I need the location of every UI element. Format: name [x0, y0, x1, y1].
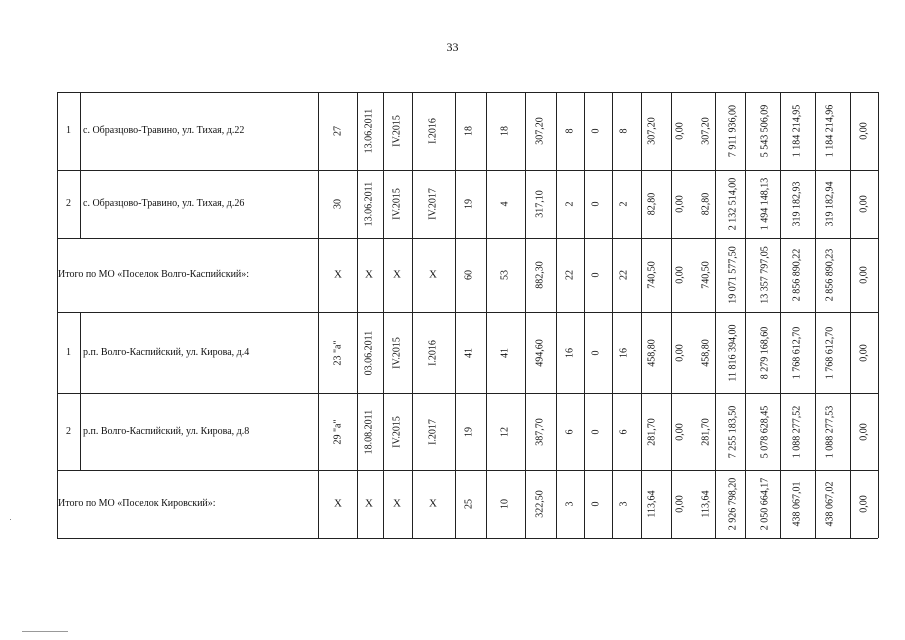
cell-value: 22	[618, 270, 630, 280]
row-number: 2	[66, 198, 71, 209]
cell-value: 113,64	[646, 490, 658, 518]
cell-value: I.2016	[427, 339, 439, 366]
cell-value: 0	[590, 128, 602, 134]
cell-value: 307,20	[646, 117, 658, 145]
cell-value: 2 856 890,23	[824, 248, 836, 302]
cell-value: 0	[590, 501, 602, 507]
cell-value: X	[393, 268, 401, 281]
cell-value: IV.2015	[391, 115, 403, 147]
scan-artifact-dot	[10, 519, 11, 520]
row-number: 1	[66, 346, 71, 358]
cell-value: 0,00	[674, 195, 686, 213]
cell-value: 12	[499, 426, 511, 437]
table-vline	[80, 170, 81, 238]
cell-value: 10	[499, 499, 511, 509]
cell-value: 0	[590, 272, 602, 278]
cell-value: 1 768 612,70	[824, 326, 836, 379]
cell-value: 13.06.2011	[363, 108, 375, 154]
cell-value: 19	[463, 426, 475, 437]
cell-value: 53	[499, 270, 511, 280]
cell-value: 882,30	[534, 261, 546, 289]
cell-value: 19 071 577,50	[727, 246, 739, 304]
table-vline	[671, 92, 672, 538]
table-vline	[80, 92, 81, 170]
cell-value: 0,00	[674, 422, 686, 441]
table-vline	[878, 92, 879, 538]
cell-value: 0,00	[674, 495, 686, 513]
cell-value: X	[429, 497, 437, 510]
table-vline	[318, 92, 319, 538]
cell-value: 387,70	[534, 417, 546, 446]
table-vline	[357, 92, 358, 538]
cell-value: 4	[499, 201, 511, 207]
table-vline	[57, 92, 58, 538]
cell-value: 281,70	[700, 417, 712, 446]
table-vline	[815, 92, 816, 538]
cell-value: 7 911 936,00	[727, 104, 739, 158]
table-vline	[715, 92, 716, 538]
cell-value: 2 050 664,17	[759, 477, 771, 531]
cell-value: 113,64	[700, 490, 712, 518]
cell-value: 458,80	[646, 338, 658, 367]
cell-value: 19	[463, 199, 475, 209]
cell-value: 5 078 628,45	[759, 405, 771, 458]
cell-value: 438 067,02	[824, 481, 836, 527]
cell-value: 438 067,01	[791, 481, 803, 527]
cell-value: 3	[618, 501, 630, 507]
table-hline	[57, 470, 878, 471]
cell-value: 60	[463, 270, 475, 280]
cell-value: 5 543 506,09	[759, 104, 771, 158]
cell-value: X	[365, 497, 373, 510]
cell-value: 18	[499, 126, 511, 136]
row-number: 1	[66, 125, 71, 136]
cell-value: 0,00	[858, 422, 870, 441]
cell-value: 8	[618, 128, 630, 134]
cell-value: 6	[618, 429, 630, 434]
table-vline	[641, 92, 642, 538]
cell-value: 1 184 214,96	[824, 104, 836, 158]
cell-value: 1 088 277,53	[824, 405, 836, 458]
cell-value: 16	[618, 347, 630, 358]
cell-value: 7 255 183,50	[727, 405, 739, 458]
table-hline	[57, 170, 878, 171]
cell-value: 11 816 394,00	[727, 323, 739, 382]
table-vline	[584, 92, 585, 538]
table-vline	[780, 92, 781, 538]
cell-value: 2 132 514,00	[727, 177, 739, 231]
table-vline	[80, 312, 81, 393]
cell-value: 29 "а"	[332, 418, 344, 445]
cell-value: 281,70	[646, 417, 658, 446]
cell-value: X	[334, 268, 342, 281]
table-vline	[412, 92, 413, 538]
table-vline	[745, 92, 746, 538]
cell-value: 13 357 797,05	[759, 246, 771, 304]
cell-value: I.2016	[427, 118, 439, 144]
cell-value: 1 494 148,13	[759, 177, 771, 231]
table-vline	[383, 92, 384, 538]
cell-value: 740,50	[646, 261, 658, 289]
table-hline	[57, 538, 878, 539]
cell-value: 0	[590, 350, 602, 355]
cell-value: 2 926 798,20	[727, 477, 739, 531]
table-vline	[486, 92, 487, 538]
cell-value: 25	[463, 499, 475, 509]
row-number: 2	[66, 425, 71, 437]
cell-value: 0,00	[858, 122, 870, 140]
cell-value: 8	[564, 128, 576, 134]
table-hline	[57, 238, 878, 239]
table-hline	[57, 312, 878, 313]
cell-value: 82,80	[646, 192, 658, 216]
cell-value: 494,60	[534, 338, 546, 367]
cell-value: 307,20	[534, 117, 546, 145]
table-vline	[525, 92, 526, 538]
cell-value: 27	[332, 126, 344, 136]
cell-value: 0,00	[858, 195, 870, 213]
cell-value: 2	[618, 201, 630, 207]
cell-value: 23 "а"	[332, 339, 344, 366]
total-label: Итого по МО «Поселок Волго-Каспийский»:	[58, 269, 250, 280]
cell-value: 2 856 890,22	[791, 248, 803, 302]
cell-value: X	[393, 497, 401, 510]
page-number: 33	[446, 40, 459, 54]
table-vline	[455, 92, 456, 538]
row-address: р.п. Волго-Каспийский, ул. Кирова, д.4	[83, 346, 250, 358]
cell-value: 0,00	[858, 266, 870, 284]
cell-value: 322,50	[534, 490, 546, 518]
cell-value: IV.2015	[391, 415, 403, 448]
cell-value: 0,00	[674, 122, 686, 140]
cell-value: 307,20	[700, 117, 712, 145]
cell-value: 740,50	[700, 261, 712, 289]
cell-value: X	[365, 268, 373, 281]
cell-value: 1 184 214,95	[791, 104, 803, 158]
cell-value: I.2017	[427, 418, 439, 445]
cell-value: 319 182,93	[791, 181, 803, 227]
cell-value: 03.06.2011	[363, 330, 375, 375]
cell-value: 458,80	[700, 338, 712, 367]
cell-value: 16	[564, 347, 576, 358]
cell-value: IV.2015	[391, 188, 403, 220]
table-vline	[556, 92, 557, 538]
cell-value: 0,00	[674, 266, 686, 284]
cell-value: X	[334, 497, 342, 510]
cell-value: 1 768 612,70	[791, 326, 803, 379]
cell-value: 3	[564, 501, 576, 507]
table-vline	[612, 92, 613, 538]
cell-value: 82,80	[700, 192, 712, 216]
row-address: с. Образцово-Травино, ул. Тихая, д.26	[83, 198, 245, 209]
scan-artifact-line	[22, 631, 68, 632]
cell-value: 22	[564, 270, 576, 280]
cell-value: 0,00	[858, 495, 870, 513]
cell-value: 0,00	[674, 343, 686, 362]
cell-value: 18.08.2011	[363, 409, 375, 454]
table-hline	[57, 393, 878, 394]
row-address: р.п. Волго-Каспийский, ул. Кирова, д.8	[83, 425, 250, 437]
cell-value: 2	[564, 201, 576, 207]
cell-value: IV.2017	[427, 188, 439, 220]
cell-value: 18	[463, 126, 475, 136]
table-hline	[57, 92, 878, 93]
cell-value: 0	[590, 201, 602, 207]
cell-value: 41	[499, 347, 511, 358]
cell-value: 8 279 168,60	[759, 326, 771, 379]
table-vline	[850, 92, 851, 538]
cell-value: 13.06.2011	[363, 181, 375, 227]
cell-value: 317,10	[534, 190, 546, 218]
cell-value: 30	[332, 199, 344, 209]
cell-value: 41	[463, 347, 475, 358]
cell-value: 0	[590, 429, 602, 434]
cell-value: 319 182,94	[824, 181, 836, 227]
table-vline	[80, 393, 81, 470]
cell-value: X	[429, 268, 437, 281]
cell-value: 0,00	[858, 343, 870, 362]
cell-value: 1 088 277,52	[791, 405, 803, 458]
row-address: с. Образцово-Травино, ул. Тихая, д.22	[83, 125, 245, 136]
total-label: Итого по МО «Поселок Кировский»:	[58, 498, 216, 509]
cell-value: 6	[564, 429, 576, 434]
cell-value: IV.2015	[391, 336, 403, 369]
